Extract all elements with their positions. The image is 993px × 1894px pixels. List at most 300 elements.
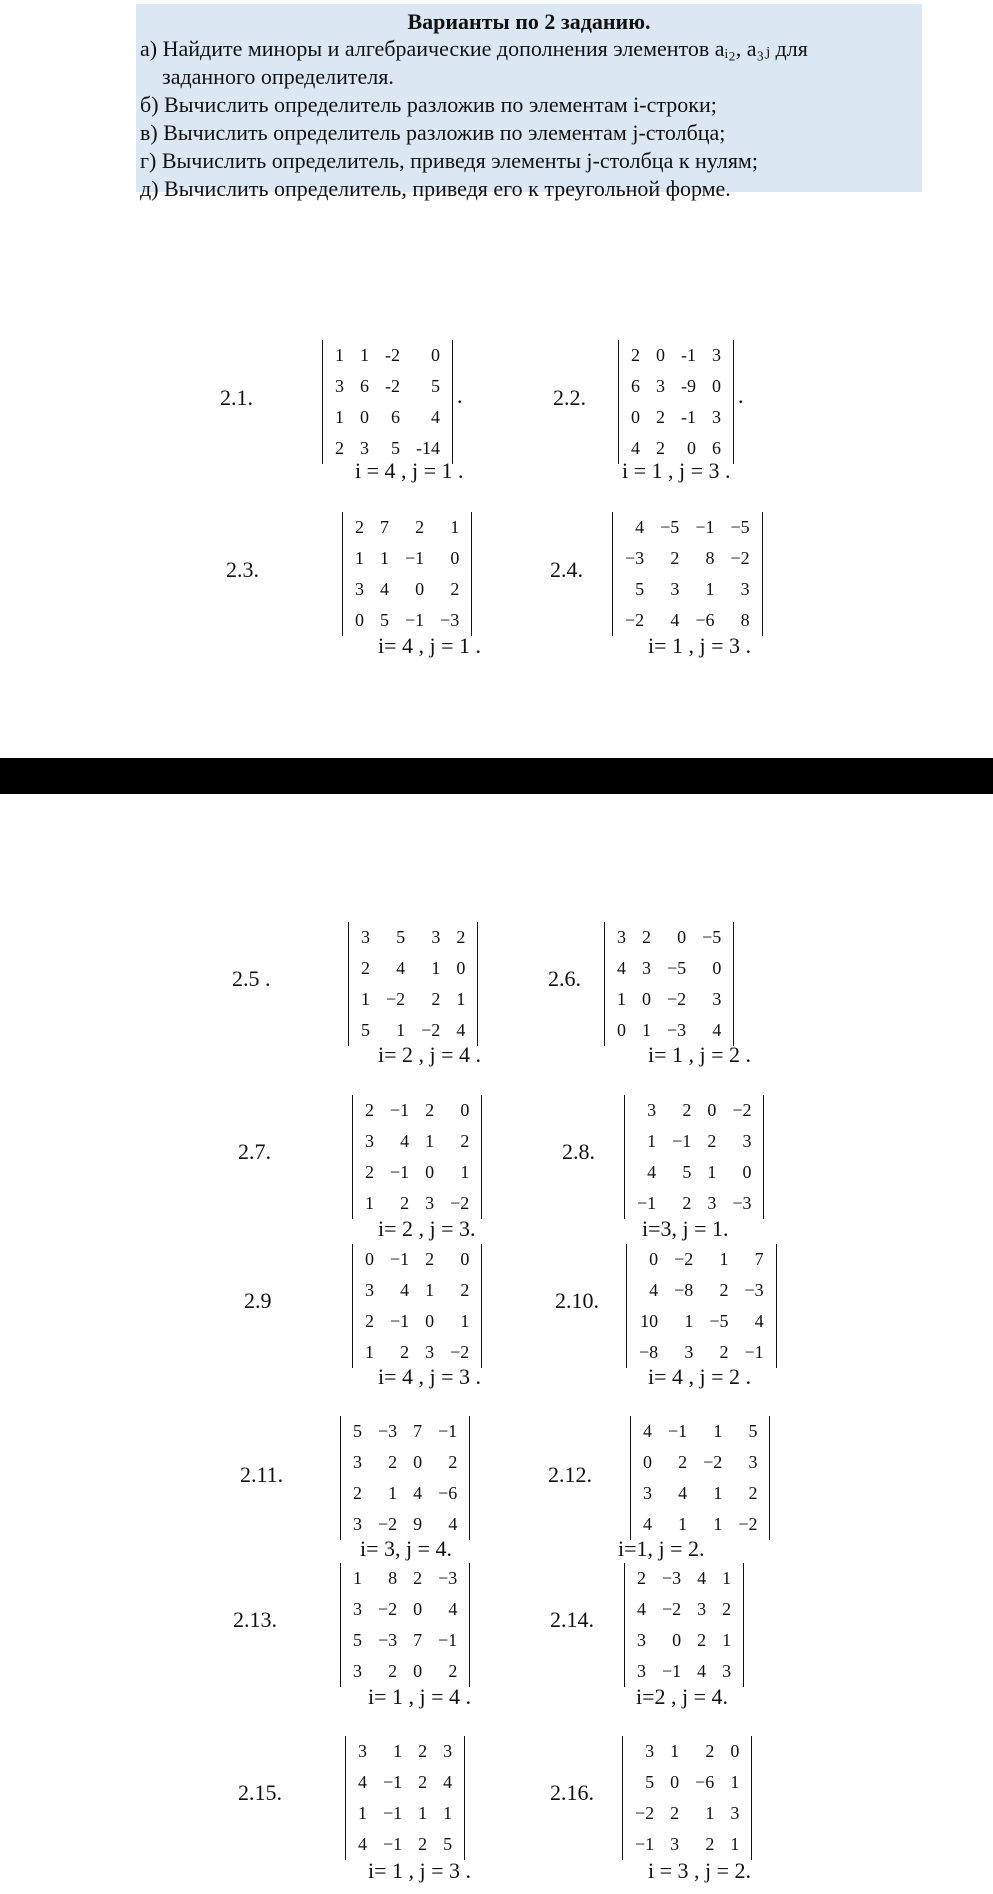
matrix-cell: −1 — [744, 1342, 764, 1362]
matrix-cell: 1 — [647, 1131, 657, 1151]
matrix-cell: 0 — [456, 958, 466, 978]
matrix-cell: −2 — [667, 989, 687, 1009]
matrix-cell: −1 — [438, 1630, 458, 1650]
determinant-matrix — [340, 1416, 470, 1540]
matrix-cell: −5 — [667, 958, 687, 978]
matrix-cell: −1 — [405, 610, 425, 630]
matrix-row — [635, 1478, 765, 1509]
matrix-cell: 1 — [730, 1834, 740, 1854]
matrix-cell: 7 — [754, 1249, 764, 1269]
matrix-cell: 2 — [748, 1483, 758, 1503]
matrix-cell: −2 — [703, 1452, 723, 1472]
matrix-cell: 2 — [418, 1772, 428, 1792]
determinant-matrix — [342, 512, 472, 636]
matrix-cell: −1 — [662, 1661, 682, 1681]
matrix-cell: 3 — [353, 1452, 362, 1472]
matrix-row — [627, 1829, 747, 1860]
matrix-cell: 1 — [443, 1803, 453, 1823]
variant-label: 2.1. — [220, 385, 253, 410]
matrix-cell: 1 — [425, 1131, 435, 1151]
matrix-cell: 4 — [448, 1514, 458, 1534]
matrix-cell: 3 — [443, 1741, 453, 1761]
matrix-row — [629, 1095, 759, 1126]
matrix-cell: 0 — [631, 407, 640, 427]
variant-label: 2.16. — [550, 1780, 594, 1805]
matrix-cell: 6 — [360, 376, 369, 396]
determinant-matrix — [352, 1244, 482, 1368]
matrix-cell: 3 — [684, 1342, 694, 1362]
matrix-row — [353, 984, 473, 1015]
matrix-cell: 2 — [460, 1280, 470, 1300]
matrix-cell: 3 — [712, 407, 721, 427]
matrix-cell: 4 — [443, 1772, 453, 1792]
matrix-cell: 1 — [365, 1193, 374, 1213]
matrix-cell: −2 — [625, 610, 645, 630]
matrix-cell: 3 — [645, 1741, 655, 1761]
matrix-cell: −6 — [438, 1483, 458, 1503]
matrix-cell: −2 — [635, 1803, 655, 1823]
matrix-cell: 3 — [335, 376, 344, 396]
matrix-cell: 4 — [643, 1421, 652, 1441]
variant-label: 2.4. — [550, 557, 583, 582]
matrix-cell: 0 — [617, 1020, 626, 1040]
matrix-row — [347, 543, 467, 574]
matrix-cell: 1 — [705, 1803, 715, 1823]
matrix-row — [617, 512, 758, 543]
matrix-cell: 0 — [355, 610, 364, 630]
matrix-row — [623, 402, 729, 433]
matrix-cell: 5 — [443, 1834, 453, 1854]
matrix-cell: 1 — [365, 1342, 374, 1362]
variant-label: 2.14. — [550, 1607, 594, 1632]
matrix-cell: 1 — [355, 548, 364, 568]
matrix-cell: 0 — [413, 1452, 423, 1472]
row-column-indices: i= 4 , j = 3 . — [378, 1364, 482, 1389]
matrix-cell: 2 — [418, 1741, 428, 1761]
trailing-period: . — [457, 383, 463, 408]
matrix-cell: 3 — [355, 579, 364, 599]
determinant-matrix — [340, 1563, 470, 1687]
matrix-cell: 2 — [365, 1162, 374, 1182]
matrix-cell: 2 — [682, 1100, 692, 1120]
matrix-cell: 2 — [460, 1131, 470, 1151]
matrix-cell: −3 — [667, 1020, 687, 1040]
matrix-cell: −5 — [702, 927, 722, 947]
matrix-cell: -2 — [385, 345, 400, 365]
matrix-cell: 3 — [712, 345, 721, 365]
matrix-cell: −1 — [438, 1421, 458, 1441]
matrix-cell: −3 — [662, 1568, 682, 1588]
matrix-cell: 0 — [649, 1249, 659, 1269]
matrix-cell: 1 — [358, 1803, 367, 1823]
row-column-indices: i= 4 , j = 2 . — [648, 1364, 752, 1389]
matrix-row — [629, 1188, 759, 1219]
determinant-matrix — [624, 1563, 744, 1687]
matrix-row — [631, 1275, 772, 1306]
matrix-cell: 1 — [670, 1741, 680, 1761]
matrix-cell: −1 — [390, 1100, 410, 1120]
matrix-cell: 3 — [742, 1131, 752, 1151]
row-column-indices: i= 3, j = 4. — [360, 1536, 453, 1561]
matrix-row — [629, 1594, 739, 1625]
matrix-cell: 2 — [415, 517, 425, 537]
matrix-cell: 1 — [335, 407, 344, 427]
header-line-d: г) Вычислить определитель, приведя элементы j-столбца к нулям; — [140, 148, 758, 173]
matrix-cell: 1 — [722, 1568, 732, 1588]
matrix-cell: −1 — [390, 1162, 410, 1182]
matrix-row — [627, 1736, 747, 1767]
matrix-cell: 0 — [413, 1661, 423, 1681]
matrix-row — [357, 1275, 477, 1306]
matrix-row — [357, 1188, 477, 1219]
matrix-cell: 3 — [353, 1661, 362, 1681]
matrix-cell: -2 — [385, 376, 400, 396]
matrix-cell: 0 — [687, 438, 696, 458]
matrix-row — [357, 1095, 477, 1126]
matrix-cell: 9 — [413, 1514, 423, 1534]
matrix-cell: 3 — [707, 1193, 717, 1213]
matrix-cell: 1 — [722, 1630, 732, 1650]
matrix-cell: −2 — [450, 1342, 470, 1362]
matrix-cell: -1 — [681, 345, 696, 365]
matrix-cell: −2 — [386, 989, 406, 1009]
matrix-row — [327, 340, 448, 371]
variant-label: 2.12. — [548, 1462, 592, 1487]
matrix-cell: 1 — [705, 579, 715, 599]
matrix-cell: 0 — [450, 548, 460, 568]
matrix-row — [345, 1447, 465, 1478]
matrix-cell: 2 — [637, 1568, 646, 1588]
matrix-cell: 4 — [754, 1311, 764, 1331]
matrix-row — [617, 543, 758, 574]
matrix-row — [350, 1736, 460, 1767]
matrix-cell: 2 — [413, 1568, 423, 1588]
matrix-cell: 4 — [637, 1599, 646, 1619]
header-line-a: а) Найдите миноры и алгебраические дополнения элементов aᵢ₂, a₃ⱼ для — [140, 36, 808, 61]
matrix-cell: 1 — [617, 989, 626, 1009]
matrix-row — [345, 1656, 465, 1687]
header-title: Варианты по 2 заданию. — [407, 9, 651, 34]
matrix-cell: 1 — [460, 1311, 470, 1331]
matrix-cell: 0 — [431, 345, 440, 365]
matrix-row — [623, 371, 729, 402]
matrix-cell: 4 — [400, 1280, 410, 1300]
matrix-cell: 2 — [705, 1741, 715, 1761]
matrix-cell: 2 — [361, 958, 370, 978]
matrix-cell: −2 — [674, 1249, 694, 1269]
matrix-row — [609, 953, 729, 984]
matrix-cell: −1 — [668, 1421, 688, 1441]
matrix-cell: 1 — [713, 1483, 723, 1503]
determinant-matrix — [604, 922, 734, 1046]
matrix-cell: 2 — [697, 1630, 707, 1650]
matrix-cell: 4 — [431, 407, 440, 427]
matrix-cell: 0 — [360, 407, 369, 427]
matrix-cell: 3 — [748, 1452, 758, 1472]
matrix-cell: 10 — [640, 1311, 659, 1331]
matrix-row — [635, 1416, 765, 1447]
row-column-indices: i= 4 , j = 1 . — [378, 633, 482, 658]
matrix-cell: 3 — [365, 1131, 374, 1151]
matrix-cell: −2 — [732, 1100, 752, 1120]
matrix-cell: 1 — [353, 1568, 362, 1588]
matrix-cell: −1 — [672, 1131, 692, 1151]
matrix-cell: 3 — [722, 1661, 732, 1681]
matrix-cell: 0 — [672, 1630, 682, 1650]
matrix-cell: 2 — [705, 1834, 715, 1854]
row-column-indices: i= 1 , j = 2 . — [648, 1042, 752, 1067]
matrix-cell: 1 — [730, 1772, 740, 1792]
matrix-cell: −1 — [383, 1772, 403, 1792]
matrix-cell: 2 — [400, 1193, 410, 1213]
matrix-cell: 0 — [712, 376, 721, 396]
matrix-cell: −2 — [738, 1514, 758, 1534]
matrix-cell: 1 — [431, 958, 441, 978]
matrix-cell: 5 — [431, 376, 440, 396]
matrix-cell: −1 — [637, 1193, 657, 1213]
row-column-indices: i= 2 , j = 4 . — [378, 1042, 482, 1067]
matrix-cell: 3 — [360, 438, 369, 458]
matrix-cell: 5 — [748, 1421, 758, 1441]
matrix-cell: 0 — [643, 1452, 652, 1472]
matrix-cell: 2 — [670, 1803, 680, 1823]
matrix-row — [353, 953, 473, 984]
matrix-row — [357, 1126, 477, 1157]
matrix-cell: 2 — [400, 1342, 410, 1362]
matrix-row — [609, 984, 729, 1015]
matrix-cell: -9 — [681, 376, 696, 396]
matrix-cell: 8 — [740, 610, 750, 630]
matrix-cell: 3 — [617, 927, 626, 947]
matrix-cell: 4 — [697, 1661, 707, 1681]
matrix-row — [350, 1798, 460, 1829]
matrix-cell: 2 — [425, 1249, 435, 1269]
matrix-cell: 7 — [380, 517, 389, 537]
matrix-cell: 2 — [719, 1280, 729, 1300]
variant-label: 2.8. — [562, 1139, 595, 1164]
matrix-cell: 3 — [425, 1342, 435, 1362]
matrix-cell: −3 — [440, 610, 460, 630]
matrix-row — [635, 1447, 765, 1478]
matrix-cell: 2 — [678, 1452, 688, 1472]
variant-label: 2.9 — [244, 1288, 272, 1313]
matrix-cell: 5 — [353, 1421, 362, 1441]
matrix-cell: 3 — [647, 1100, 657, 1120]
matrix-row — [345, 1563, 465, 1594]
matrix-cell: −1 — [390, 1249, 410, 1269]
matrix-row — [327, 402, 448, 433]
matrix-cell: 1 — [393, 1741, 403, 1761]
matrix-cell: 0 — [730, 1741, 740, 1761]
matrix-cell: −8 — [674, 1280, 694, 1300]
matrix-cell: 0 — [425, 1311, 435, 1331]
matrix-cell: 0 — [742, 1162, 752, 1182]
matrix-cell: 8 — [388, 1568, 398, 1588]
matrix-cell: 1 — [642, 1020, 651, 1040]
matrix-cell: 1 — [713, 1421, 723, 1441]
matrix-cell: 1 — [719, 1249, 729, 1269]
variant-label: 2.11. — [240, 1462, 284, 1487]
matrix-cell: -14 — [416, 438, 440, 458]
matrix-cell: 3 — [358, 1741, 367, 1761]
matrix-cell: 1 — [450, 517, 460, 537]
determinant-matrix — [348, 922, 478, 1046]
matrix-cell: 5 — [353, 1630, 362, 1650]
matrix-cell: 2 — [670, 548, 680, 568]
matrix-cell: 2 — [456, 927, 466, 947]
matrix-cell: 1 — [388, 1483, 398, 1503]
matrix-cell: 3 — [740, 579, 750, 599]
matrix-row — [631, 1244, 772, 1275]
row-column-indices: i=3, j = 1. — [642, 1216, 729, 1241]
matrix-cell: 4 — [649, 1280, 659, 1300]
matrix-row — [629, 1625, 739, 1656]
matrix-cell: −2 — [730, 548, 750, 568]
matrix-cell: 2 — [642, 927, 651, 947]
matrix-cell: 3 — [697, 1599, 707, 1619]
matrix-cell: 3 — [712, 989, 722, 1009]
matrix-cell: 2 — [418, 1834, 428, 1854]
matrix-cell: 6 — [712, 438, 721, 458]
determinant-matrix — [630, 1416, 770, 1540]
matrix-cell: 0 — [677, 927, 687, 947]
row-column-indices: i=1, j = 2. — [618, 1536, 705, 1561]
matrix-cell: 4 — [448, 1599, 458, 1619]
matrix-row — [345, 1594, 465, 1625]
row-column-indices: i=2 , j = 4. — [636, 1684, 729, 1709]
matrix-cell: 2 — [448, 1661, 458, 1681]
matrix-cell: 1 — [360, 345, 369, 365]
matrix-row — [353, 922, 473, 953]
matrix-cell: 1 — [425, 1280, 435, 1300]
matrix-cell: 2 — [450, 579, 460, 599]
row-column-indices: i= 1 , j = 3 . — [648, 633, 752, 658]
variant-label: 2.5 . — [232, 966, 271, 991]
matrix-cell: 0 — [707, 1100, 717, 1120]
matrix-cell: 4 — [678, 1483, 688, 1503]
matrix-cell: 3 — [637, 1661, 646, 1681]
matrix-cell: −3 — [378, 1421, 398, 1441]
matrix-cell: −2 — [421, 1020, 441, 1040]
matrix-cell: 2 — [353, 1483, 362, 1503]
matrix-row — [627, 1798, 747, 1829]
determinant-matrix — [322, 340, 453, 464]
matrix-cell: 5 — [391, 438, 400, 458]
matrix-cell: 1 — [335, 345, 344, 365]
matrix-cell: 1 — [678, 1514, 688, 1534]
header-line-a-cont: заданного определителя. — [162, 64, 394, 89]
matrix-cell: 3 — [670, 579, 680, 599]
matrix-row — [623, 340, 729, 371]
matrix-cell: 2 — [425, 1100, 435, 1120]
matrix-cell: 5 — [645, 1772, 655, 1792]
matrix-cell: 4 — [631, 438, 640, 458]
row-column-indices: i = 4 , j = 1 . — [355, 458, 464, 483]
matrix-cell: −6 — [695, 1772, 715, 1792]
matrix-cell: 1 — [456, 989, 466, 1009]
matrix-cell: −1 — [383, 1834, 403, 1854]
matrix-row — [629, 1126, 759, 1157]
matrix-cell: −5 — [730, 517, 750, 537]
determinant-matrix — [626, 1244, 777, 1368]
matrix-cell: 0 — [712, 958, 722, 978]
matrix-cell: −6 — [695, 610, 715, 630]
matrix-row — [345, 1478, 465, 1509]
matrix-row — [347, 605, 467, 636]
header-line-e: д) Вычислить определитель, приведя его к треугольной форме. — [140, 176, 731, 201]
matrix-cell: 2 — [707, 1131, 717, 1151]
matrix-cell: 2 — [682, 1193, 692, 1213]
matrix-cell: 5 — [380, 610, 389, 630]
matrix-cell: 3 — [643, 1483, 652, 1503]
matrix-cell: 3 — [425, 1193, 435, 1213]
matrix-cell: 3 — [637, 1630, 646, 1650]
matrix-cell: 5 — [682, 1162, 692, 1182]
variant-label: 2.10. — [555, 1288, 599, 1313]
row-column-indices: i= 1 , j = 4 . — [368, 1684, 472, 1709]
determinant-matrix — [622, 1736, 752, 1860]
matrix-cell: 2 — [631, 345, 640, 365]
matrix-cell: 1 — [713, 1514, 723, 1534]
matrix-cell: 2 — [656, 438, 665, 458]
matrix-cell: 0 — [413, 1599, 423, 1619]
matrix-cell: 2 — [335, 438, 344, 458]
matrix-cell: 2 — [365, 1311, 374, 1331]
matrix-cell: 4 — [358, 1772, 367, 1792]
header-line-b: б) Вычислить определитель разложив по элементам i-строки; — [140, 92, 717, 117]
task-header — [136, 4, 922, 201]
black-divider-band — [0, 758, 993, 794]
matrix-cell: −3 — [378, 1630, 398, 1650]
matrix-row — [629, 1563, 739, 1594]
matrix-cell: 1 — [361, 989, 370, 1009]
matrix-row — [345, 1416, 465, 1447]
matrix-row — [617, 605, 758, 636]
matrix-cell: 2 — [722, 1599, 732, 1619]
matrix-cell: 2 — [388, 1661, 398, 1681]
matrix-row — [631, 1306, 772, 1337]
row-column-indices: i= 2 , j = 3. — [378, 1216, 476, 1241]
matrix-cell: 4 — [647, 1162, 657, 1182]
matrix-cell: −3 — [625, 548, 645, 568]
matrix-cell: 3 — [353, 1514, 362, 1534]
matrix-cell: 1 — [684, 1311, 694, 1331]
row-column-indices: i = 1 , j = 3 . — [622, 458, 731, 483]
matrix-cell: 5 — [396, 927, 406, 947]
matrix-cell: 1 — [396, 1020, 406, 1040]
matrix-cell: 2 — [448, 1452, 458, 1472]
matrix-cell: -1 — [681, 407, 696, 427]
matrix-row — [327, 371, 448, 402]
matrix-cell: 4 — [396, 958, 406, 978]
matrix-cell: 4 — [697, 1568, 707, 1588]
matrix-cell: 4 — [712, 1020, 722, 1040]
matrix-cell: 1 — [418, 1803, 428, 1823]
matrix-cell: −1 — [405, 548, 425, 568]
matrix-cell: 4 — [643, 1514, 652, 1534]
matrix-row — [617, 574, 758, 605]
matrix-cell: 5 — [635, 579, 645, 599]
variant-label: 2.13. — [233, 1607, 277, 1632]
matrix-cell: 0 — [365, 1249, 374, 1269]
matrix-cell: 1 — [380, 548, 389, 568]
variant-label: 2.3. — [226, 557, 259, 582]
determinant-matrix — [352, 1095, 482, 1219]
matrix-cell: 2 — [365, 1100, 374, 1120]
matrix-cell: 1 — [460, 1162, 470, 1182]
matrix-cell: −3 — [744, 1280, 764, 1300]
header-line-c: в) Вычислить определитель разложив по элементам j-столбца; — [140, 120, 726, 145]
